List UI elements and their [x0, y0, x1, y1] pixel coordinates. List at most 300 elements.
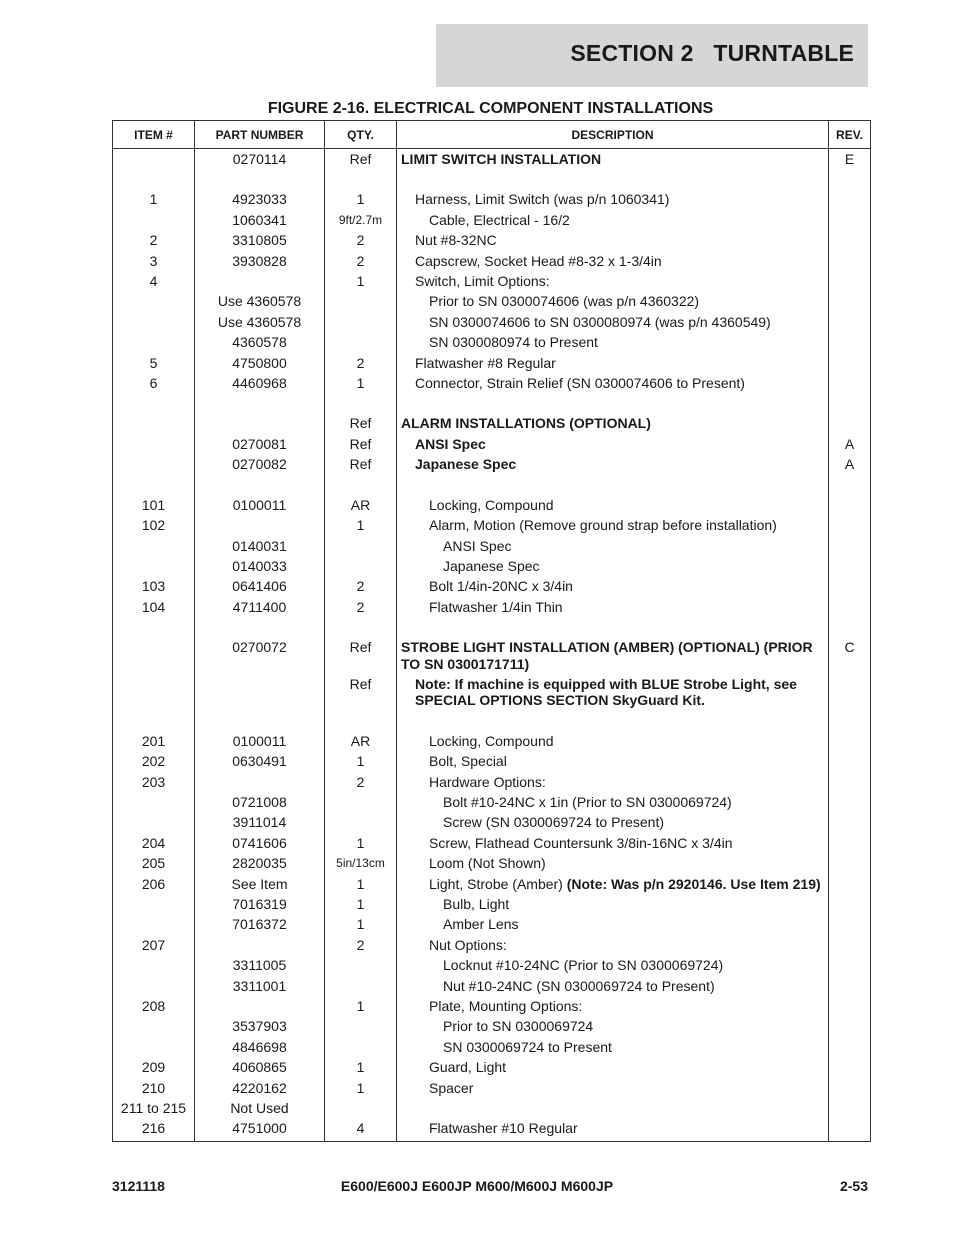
item-number-cell: 104: [113, 597, 195, 617]
table-row: [113, 1057, 871, 1077]
description-label: Cable, Electrical - 16/2: [429, 211, 570, 228]
qty-cell: 5in/13cm: [325, 853, 397, 873]
column-header-rev: REV.: [829, 121, 871, 149]
part-number-cell: 0140031: [195, 536, 325, 556]
item-number-cell: [113, 210, 195, 230]
description-label: Amber Lens: [443, 916, 519, 933]
part-number-cell: 0270072: [195, 637, 325, 674]
description-label: Hardware Options:: [429, 773, 546, 790]
footer-doc-number: 3121118: [112, 1178, 165, 1194]
qty-cell: 1: [325, 271, 397, 291]
description-text: [401, 436, 824, 452]
revision-cell: [829, 353, 871, 373]
item-number-cell: [113, 413, 195, 433]
item-number-cell: [113, 1037, 195, 1057]
revision-cell: [829, 792, 871, 812]
revision-cell: A: [829, 454, 871, 474]
description-label: Light, Strobe (Amber): [429, 875, 567, 892]
revision-cell: [829, 1118, 871, 1141]
description-cell: [397, 271, 829, 291]
description-cell: [397, 536, 829, 556]
item-number-cell: [113, 149, 195, 170]
revision-cell: [829, 812, 871, 832]
part-number-cell: See Item: [195, 874, 325, 894]
revision-cell: [829, 874, 871, 894]
part-number-cell: [195, 515, 325, 535]
part-number-cell: 1060341: [195, 210, 325, 230]
spacer-cell: [829, 711, 871, 731]
qty-cell: 4: [325, 1118, 397, 1141]
description-text: [401, 497, 824, 513]
part-number-cell: 0721008: [195, 792, 325, 812]
spacer-cell: [195, 711, 325, 731]
spacer-cell: [113, 393, 195, 413]
description-cell: [397, 454, 829, 474]
description-text: [401, 835, 824, 851]
description-cell: [397, 1016, 829, 1036]
description-label: Switch, Limit Options:: [415, 273, 550, 290]
section-header-banner: [436, 24, 868, 87]
spacer-cell: [397, 169, 829, 189]
table-row: [113, 312, 871, 332]
item-number-cell: 203: [113, 772, 195, 792]
table-row: [113, 189, 871, 209]
qty-cell: Ref: [325, 149, 397, 170]
table-row: [113, 1016, 871, 1036]
item-number-cell: [113, 434, 195, 454]
part-number-cell: 3311001: [195, 976, 325, 996]
revision-cell: [829, 674, 871, 711]
qty-cell: [325, 312, 397, 332]
description-text: [401, 232, 824, 248]
spacer-row: [113, 617, 871, 637]
description-cell: [397, 251, 829, 271]
part-number-cell: 4751000: [195, 1118, 325, 1141]
item-number-cell: 101: [113, 495, 195, 515]
spacer-row: [113, 711, 871, 731]
spacer-cell: [195, 169, 325, 189]
qty-cell: 2: [325, 230, 397, 250]
item-number-cell: 207: [113, 935, 195, 955]
description-label: Japanese Spec: [415, 456, 517, 473]
table-row: [113, 674, 871, 711]
revision-cell: [829, 1057, 871, 1077]
revision-cell: [829, 597, 871, 617]
description-cell: [397, 955, 829, 975]
revision-cell: [829, 515, 871, 535]
item-number-cell: 208: [113, 996, 195, 1016]
revision-cell: [829, 576, 871, 596]
description-cell: [397, 353, 829, 373]
table-row: [113, 1118, 871, 1141]
description-cell: [397, 515, 829, 535]
part-number-cell: 0140033: [195, 556, 325, 576]
description-label: Flatwasher 1/4in Thin: [429, 598, 563, 615]
table-row: [113, 210, 871, 230]
table-row: [113, 291, 871, 311]
column-header-item: ITEM #: [113, 121, 195, 149]
description-text: [401, 753, 824, 769]
table-row: [113, 597, 871, 617]
revision-cell: [829, 914, 871, 934]
description-text: [401, 1120, 824, 1136]
qty-cell: [325, 792, 397, 812]
description-text: [401, 1018, 824, 1034]
part-number-cell: 3537903: [195, 1016, 325, 1036]
part-number-cell: 4060865: [195, 1057, 325, 1077]
column-header-description: DESCRIPTION: [397, 121, 829, 149]
spacer-cell: [325, 617, 397, 637]
part-number-cell: Use 4360578: [195, 291, 325, 311]
qty-cell: AR: [325, 731, 397, 751]
revision-cell: [829, 556, 871, 576]
table-row: [113, 853, 871, 873]
description-label: SN 0300080974 to Present: [429, 334, 598, 351]
revision-cell: [829, 312, 871, 332]
part-number-cell: 0630491: [195, 751, 325, 771]
table-row: [113, 894, 871, 914]
description-text: [401, 676, 824, 709]
qty-cell: [325, 1016, 397, 1036]
spacer-row: [113, 475, 871, 495]
table-row: [113, 495, 871, 515]
item-number-cell: [113, 792, 195, 812]
spacer-cell: [325, 475, 397, 495]
revision-cell: [829, 1078, 871, 1098]
table-row: [113, 833, 871, 853]
part-number-cell: [195, 772, 325, 792]
item-number-cell: 4: [113, 271, 195, 291]
part-number-cell: 4846698: [195, 1037, 325, 1057]
column-header-part-number: PART NUMBER: [195, 121, 325, 149]
description-text: [401, 334, 824, 350]
description-label: Screw, Flathead Countersunk 3/8in-16NC x 3/4in: [429, 834, 733, 851]
description-text: [401, 855, 824, 871]
item-number-cell: [113, 637, 195, 674]
table-row: [113, 251, 871, 271]
qty-cell: [325, 291, 397, 311]
description-cell: [397, 189, 829, 209]
description-text: [401, 212, 824, 228]
qty-cell: [325, 1037, 397, 1057]
description-text: [401, 998, 824, 1014]
part-number-cell: 4923033: [195, 189, 325, 209]
part-number-cell: [195, 413, 325, 433]
part-number-cell: 3911014: [195, 812, 325, 832]
description-text: [401, 1059, 824, 1075]
table-row: [113, 230, 871, 250]
description-cell: [397, 894, 829, 914]
qty-cell: [325, 1098, 397, 1118]
revision-cell: [829, 413, 871, 433]
qty-cell: Ref: [325, 637, 397, 674]
table-row: [113, 1037, 871, 1057]
item-number-cell: 202: [113, 751, 195, 771]
description-note: (Note: Was p/n 2920146. Use Item 219): [566, 875, 821, 892]
table-row: [113, 556, 871, 576]
description-label: Flatwasher #8 Regular: [415, 354, 556, 371]
description-text: [401, 599, 824, 615]
spacer-cell: [113, 711, 195, 731]
description-label: Locknut #10-24NC (Prior to SN 0300069724): [443, 957, 724, 974]
description-cell: [397, 833, 829, 853]
revision-cell: [829, 1037, 871, 1057]
table-row: [113, 271, 871, 291]
item-number-cell: 102: [113, 515, 195, 535]
table-row: [113, 1098, 871, 1118]
description-label: Nut Options:: [429, 936, 507, 953]
part-number-cell: Not Used: [195, 1098, 325, 1118]
part-number-cell: 3930828: [195, 251, 325, 271]
description-label: Japanese Spec: [443, 557, 540, 574]
revision-cell: [829, 271, 871, 291]
description-cell: [397, 914, 829, 934]
qty-cell: Ref: [325, 413, 397, 433]
description-label: Loom (Not Shown): [429, 855, 546, 872]
description-label: Bolt #10-24NC x 1in (Prior to SN 0300069724): [443, 793, 732, 810]
item-number-cell: [113, 312, 195, 332]
qty-cell: 1: [325, 894, 397, 914]
qty-cell: 1: [325, 189, 397, 209]
description-text: [401, 774, 824, 790]
table-row: [113, 935, 871, 955]
description-cell: [397, 772, 829, 792]
qty-cell: [325, 556, 397, 576]
description-label: SN 0300074606 to SN 0300080974 (was p/n 4360549): [429, 313, 771, 330]
table-row: [113, 955, 871, 975]
description-label: STROBE LIGHT INSTALLATION (AMBER) (OPTIONAL) (PRIOR TO SN 0300171711): [401, 639, 813, 672]
item-number-cell: 3: [113, 251, 195, 271]
description-cell: [397, 637, 829, 674]
revision-cell: [829, 373, 871, 393]
description-cell: [397, 332, 829, 352]
description-text: [401, 151, 824, 167]
item-number-cell: 211 to 215: [113, 1098, 195, 1118]
qty-cell: 2: [325, 772, 397, 792]
part-number-cell: [195, 996, 325, 1016]
spacer-cell: [195, 617, 325, 637]
description-text: [401, 639, 824, 672]
table-row: [113, 434, 871, 454]
item-number-cell: 6: [113, 373, 195, 393]
qty-cell: 1: [325, 833, 397, 853]
table-row: [113, 772, 871, 792]
table-header-row: [113, 121, 871, 149]
description-cell: [397, 1078, 829, 1098]
qty-cell: 1: [325, 1078, 397, 1098]
description-cell: [397, 291, 829, 311]
table-row: [113, 515, 871, 535]
table-row: [113, 576, 871, 596]
description-text: [401, 415, 824, 431]
description-cell: [397, 210, 829, 230]
item-number-cell: [113, 1016, 195, 1036]
description-label: Locking, Compound: [429, 496, 554, 513]
part-number-cell: 0641406: [195, 576, 325, 596]
description-cell: [397, 373, 829, 393]
part-number-cell: 0270082: [195, 454, 325, 474]
description-label: Prior to SN 0300069724: [443, 1018, 594, 1035]
revision-cell: A: [829, 434, 871, 454]
revision-cell: [829, 853, 871, 873]
table-row: [113, 454, 871, 474]
description-text: [401, 273, 824, 289]
description-label: Capscrew, Socket Head #8-32 x 1-3/4in: [415, 252, 662, 269]
qty-cell: Ref: [325, 674, 397, 711]
description-text: [401, 794, 824, 810]
qty-cell: [325, 955, 397, 975]
description-text: [401, 517, 824, 533]
description-cell: [397, 576, 829, 596]
revision-cell: [829, 230, 871, 250]
part-number-cell: 4711400: [195, 597, 325, 617]
table-row: [113, 1078, 871, 1098]
table-row: [113, 149, 871, 170]
spacer-cell: [397, 475, 829, 495]
table-row: [113, 373, 871, 393]
description-text: [401, 957, 824, 973]
revision-cell: [829, 935, 871, 955]
table-row: [113, 812, 871, 832]
description-text: [401, 375, 824, 391]
part-number-cell: 4460968: [195, 373, 325, 393]
spacer-cell: [325, 711, 397, 731]
description-cell: [397, 312, 829, 332]
part-number-cell: 3311005: [195, 955, 325, 975]
spacer-cell: [113, 475, 195, 495]
item-number-cell: 103: [113, 576, 195, 596]
qty-cell: 2: [325, 935, 397, 955]
qty-cell: 1: [325, 996, 397, 1016]
revision-cell: [829, 495, 871, 515]
description-label: ANSI Spec: [415, 435, 486, 452]
revision-cell: [829, 332, 871, 352]
item-number-cell: [113, 955, 195, 975]
table-row: [113, 792, 871, 812]
description-cell: [397, 874, 829, 894]
qty-cell: 1: [325, 515, 397, 535]
spacer-cell: [113, 617, 195, 637]
item-number-cell: [113, 291, 195, 311]
part-number-cell: Use 4360578: [195, 312, 325, 332]
item-number-cell: 205: [113, 853, 195, 873]
part-number-cell: 4220162: [195, 1078, 325, 1098]
spacer-row: [113, 393, 871, 413]
qty-cell: [325, 976, 397, 996]
table-row: [113, 536, 871, 556]
description-cell: [397, 149, 829, 170]
description-label: Bolt 1/4in-20NC x 3/4in: [429, 578, 573, 595]
part-number-cell: 7016319: [195, 894, 325, 914]
description-label: Note: If machine is equipped with BLUE Strobe Light, see SPECIAL OPTIONS SECTION SkyGuard Kit.: [415, 675, 797, 709]
table-row: [113, 413, 871, 433]
spacer-cell: [829, 475, 871, 495]
description-text: [401, 355, 824, 371]
revision-cell: [829, 894, 871, 914]
revision-cell: [829, 291, 871, 311]
revision-cell: C: [829, 637, 871, 674]
item-number-cell: 204: [113, 833, 195, 853]
item-number-cell: [113, 976, 195, 996]
part-number-cell: 3310805: [195, 230, 325, 250]
revision-cell: [829, 996, 871, 1016]
description-cell: [397, 1057, 829, 1077]
part-number-cell: 0270114: [195, 149, 325, 170]
description-text: [401, 253, 824, 269]
description-cell: [397, 812, 829, 832]
description-label: Prior to SN 0300074606 (was p/n 4360322): [429, 293, 700, 310]
description-text: [401, 1039, 824, 1055]
description-label: Harness, Limit Switch (was p/n 1060341): [415, 191, 670, 208]
description-text: [401, 733, 824, 749]
description-cell: [397, 556, 829, 576]
description-cell: [397, 674, 829, 711]
revision-cell: [829, 731, 871, 751]
spacer-cell: [829, 169, 871, 189]
item-number-cell: [113, 674, 195, 711]
item-number-cell: [113, 454, 195, 474]
part-number-cell: [195, 935, 325, 955]
part-number-cell: 0100011: [195, 731, 325, 751]
revision-cell: [829, 976, 871, 996]
description-cell: [397, 853, 829, 873]
description-cell: [397, 731, 829, 751]
item-number-cell: [113, 332, 195, 352]
spacer-cell: [829, 617, 871, 637]
qty-cell: Ref: [325, 454, 397, 474]
item-number-cell: 209: [113, 1057, 195, 1077]
description-label: Plate, Mounting Options:: [429, 998, 583, 1015]
figure-title: FIGURE 2-16. ELECTRICAL COMPONENT INSTALLATIONS: [267, 100, 714, 117]
description-label: Locking, Compound: [429, 732, 554, 749]
part-number-cell: [195, 271, 325, 291]
table-row: [113, 332, 871, 352]
part-number-cell: 0741606: [195, 833, 325, 853]
description-cell: [397, 1037, 829, 1057]
part-number-cell: 4750800: [195, 353, 325, 373]
description-label: SN 0300069724 to Present: [443, 1038, 612, 1055]
description-cell: [397, 434, 829, 454]
spacer-cell: [397, 711, 829, 731]
parts-table-body: [113, 149, 871, 1142]
description-text: [401, 876, 824, 892]
revision-cell: [829, 833, 871, 853]
description-cell: [397, 1118, 829, 1141]
item-number-cell: 2: [113, 230, 195, 250]
description-cell: [397, 413, 829, 433]
section-title: SECTION 2 TURNTABLE: [570, 40, 854, 66]
description-label: ALARM INSTALLATIONS (OPTIONAL): [401, 415, 651, 432]
part-number-cell: 0270081: [195, 434, 325, 454]
footer-page-number: 2-53: [839, 1178, 868, 1194]
revision-cell: E: [829, 149, 871, 170]
description-text: [401, 978, 824, 994]
qty-cell: 2: [325, 576, 397, 596]
item-number-cell: 1: [113, 189, 195, 209]
description-cell: [397, 751, 829, 771]
description-label: LIMIT SWITCH INSTALLATION: [401, 151, 602, 167]
revision-cell: [829, 251, 871, 271]
description-label: Alarm, Motion (Remove ground strap before installation): [429, 517, 777, 534]
revision-cell: [829, 1016, 871, 1036]
part-number-cell: 7016372: [195, 914, 325, 934]
qty-cell: 2: [325, 251, 397, 271]
description-label: Nut #10-24NC (SN 0300069724 to Present): [443, 977, 715, 994]
footer-models: E600/E600J E600JP M600/M600J M600JP: [340, 1178, 614, 1194]
qty-cell: 1: [325, 874, 397, 894]
description-label: ANSI Spec: [443, 537, 512, 554]
table-row: [113, 914, 871, 934]
